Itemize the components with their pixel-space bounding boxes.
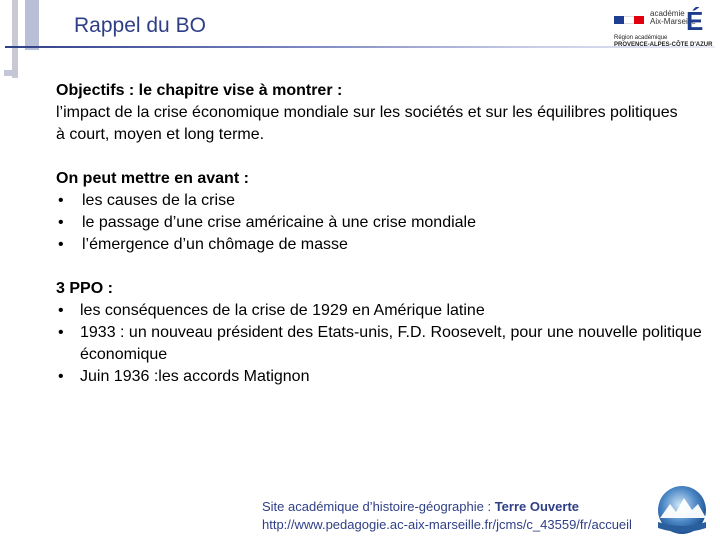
bullet: • xyxy=(58,324,64,341)
objectives-heading: Objectifs : le chapitre vise à montrer : xyxy=(56,82,343,99)
ppo-heading: 3 PPO : xyxy=(56,280,113,297)
header-rule xyxy=(5,46,715,48)
objectives-line1: l’impact de la crise économique mondiale sur les sociétés et sur les équilibres politiques xyxy=(56,104,678,121)
bullet: • xyxy=(58,192,64,209)
highlight-item-3: l’émergence d’un chômage de masse xyxy=(82,236,348,253)
bullet: • xyxy=(58,236,64,253)
logo-region xyxy=(614,35,712,49)
slide-title: Rappel du BO xyxy=(74,14,206,37)
decor-bar-small xyxy=(4,70,18,76)
list-item xyxy=(56,322,716,366)
decor-bar-top xyxy=(25,0,39,50)
highlight-item-2: le passage d’une crise américaine à une crise mondiale xyxy=(82,214,476,231)
list-item xyxy=(56,234,716,256)
footer-site-name: Terre Ouverte xyxy=(494,499,579,514)
logo-line2: Aix-Marseille xyxy=(650,17,696,26)
objectives-line2: à court, moyen et long terme. xyxy=(56,126,265,143)
ppo-item-3: Juin 1936 :les accords Matignon xyxy=(80,368,310,385)
footer-site-line xyxy=(262,498,632,516)
bullet: • xyxy=(58,368,64,385)
list-item xyxy=(56,212,716,234)
footer-site-prefix: Site académique d’histoire-géographie : xyxy=(262,499,495,514)
logo-region-line1: Région académique xyxy=(614,35,668,41)
bullet: • xyxy=(58,302,64,319)
academy-logo xyxy=(614,8,712,54)
footer xyxy=(262,498,632,534)
logo-e-mark: É xyxy=(686,6,704,36)
list-item xyxy=(56,300,716,322)
footer-url-link[interactable]: http://www.pedagogie.ac-aix-marseille.fr/jcms/c_43559/fr/accueil xyxy=(262,517,632,532)
logo-region-line2: PROVENCE-ALPES-CÔTE D'AZUR xyxy=(614,42,713,48)
globe-logo-icon xyxy=(652,484,712,536)
list-item xyxy=(56,366,716,388)
logo-line1: académie xyxy=(650,9,685,18)
ppo-item-1: les conséquences de la crise de 1929 en Amérique latine xyxy=(80,302,485,319)
slide-content xyxy=(56,80,716,388)
highlights-heading: On peut mettre en avant : xyxy=(56,170,249,187)
decor-bar-left xyxy=(12,0,18,78)
highlight-item-1: les causes de la crise xyxy=(82,192,235,209)
list-item xyxy=(56,190,716,212)
bullet: • xyxy=(58,214,64,231)
flag-icon xyxy=(614,16,644,24)
ppo-item-2: 1933 : un nouveau président des Etats-unis, F.D. Roosevelt, pour une nouvelle politique économique xyxy=(80,324,702,363)
